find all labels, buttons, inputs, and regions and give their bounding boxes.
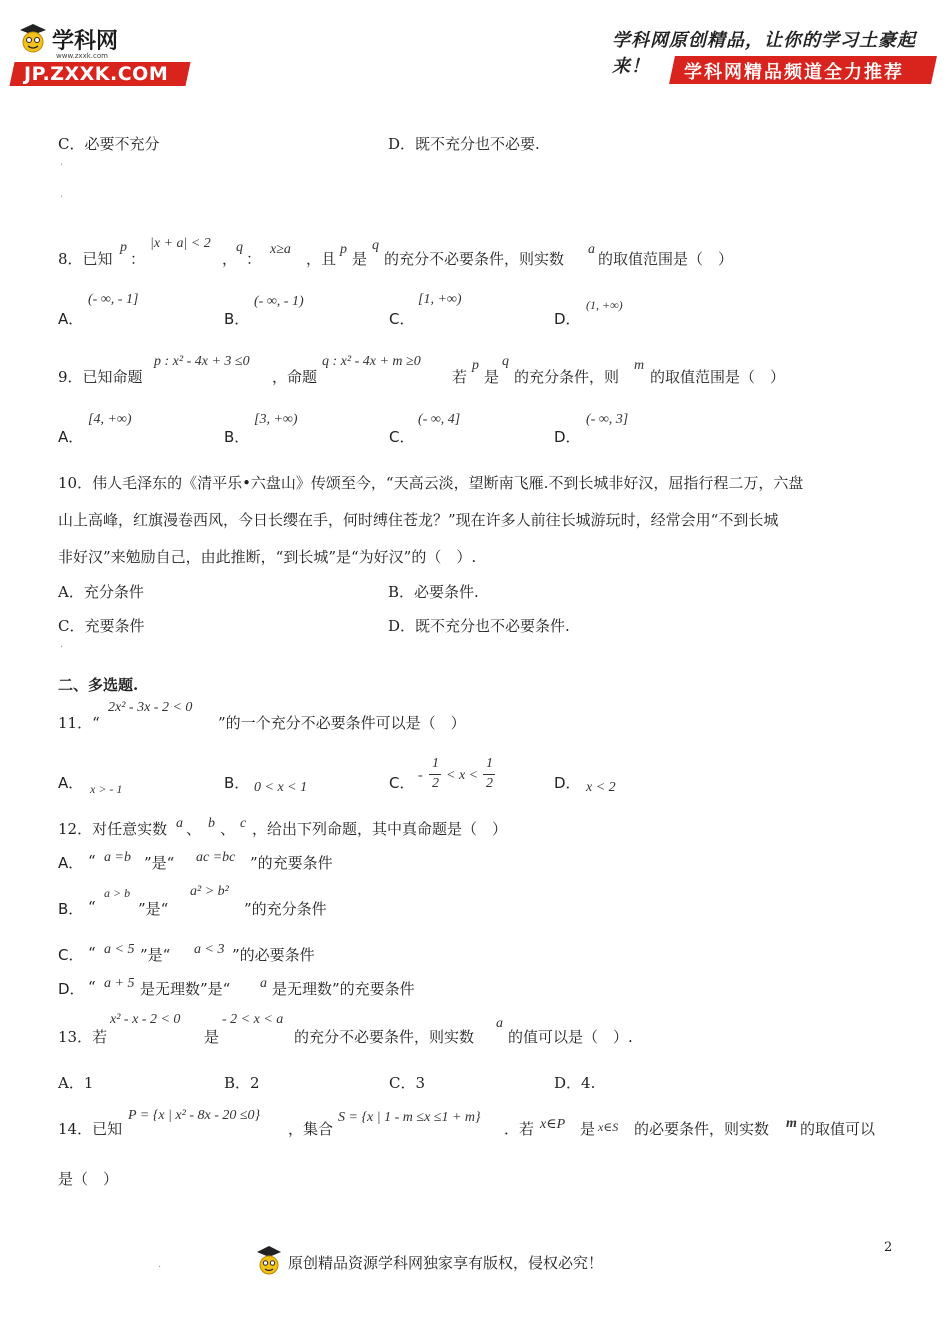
q14-cond-1: x∈P: [540, 1117, 566, 1132]
q13-option-c[interactable]: C．3: [389, 1074, 426, 1092]
q12-a-expr2: ac =bc: [196, 850, 236, 865]
q13-option-d[interactable]: D．4.: [554, 1074, 596, 1092]
q9-option-c-label[interactable]: C．: [389, 428, 415, 446]
q9-tail: 的充分条件，则: [514, 368, 620, 386]
q9-option-d-value: (- ∞, 3]: [586, 412, 629, 427]
quote-mid: ”是“: [138, 900, 169, 918]
q9-lead: 9．已知命题: [58, 368, 143, 386]
q12-b-expr1: a > b: [104, 886, 131, 900]
q8-option-b-label[interactable]: B．: [224, 310, 250, 328]
q11-option-c-label[interactable]: C．: [389, 774, 415, 792]
q9-cond-p: p : x² - 4x + 3 ≤0: [154, 354, 250, 369]
paragraph-mark: ·: [60, 642, 64, 653]
q8-mid: ，且: [306, 250, 337, 268]
q11-option-b-value: 0 < x < 1: [254, 780, 308, 795]
quote-close: 是无理数”的充要条件: [272, 980, 415, 998]
c-minus: -: [418, 768, 423, 783]
q10-option-a[interactable]: A．充分条件: [58, 583, 144, 601]
q9-tail2: 的取值范围是（ ）: [650, 368, 786, 386]
q8-q: q: [236, 240, 243, 255]
q8-a: a: [588, 242, 595, 257]
q13-a: a: [496, 1016, 503, 1031]
q9-option-c-value: (- ∞, 4]: [418, 412, 461, 427]
q8-p: p: [120, 240, 127, 255]
q8-colon2: ：: [246, 250, 262, 268]
quote-open: “: [88, 944, 96, 962]
footer-copyright: 原创精品资源学科网独家享有版权，侵权必究！: [288, 1254, 604, 1272]
paragraph-mark: ·: [158, 1262, 162, 1273]
q14-mid: ，集合: [288, 1120, 334, 1138]
q12-tail: ，给出下列命题，其中真命题是（ ）: [252, 820, 508, 838]
prev-option-c: C．必要不充分: [58, 135, 160, 153]
q8-is: 是: [352, 250, 368, 268]
quote-close: ”的必要条件: [232, 946, 315, 964]
q8-option-c-value: [1, +∞): [418, 292, 462, 307]
q12-d-expr1: a + 5: [104, 976, 135, 991]
q12-option-d-label[interactable]: D．: [58, 980, 85, 998]
q14-set-s: S = {x | 1 - m ≤x ≤1 + m}: [338, 1110, 481, 1125]
quote-close: ”的充要条件: [250, 854, 333, 872]
q9-p: p: [472, 358, 479, 373]
q9-q: q: [502, 354, 509, 369]
q9-option-b-label[interactable]: B．: [224, 428, 250, 446]
q12-b-expr2: a² > b²: [190, 884, 229, 899]
q8-lead: 8．已知: [58, 250, 113, 268]
q12-d-expr2: a: [260, 976, 267, 991]
q13-option-a[interactable]: A．1: [58, 1074, 94, 1092]
q8-option-b-value: (- ∞, - 1): [254, 294, 304, 309]
q8-cond-q: x≥a: [270, 242, 291, 257]
q12-c-expr1: a < 5: [104, 942, 135, 957]
q8-option-d-value: (1, +∞): [586, 298, 623, 312]
quote-open: “: [88, 898, 96, 916]
q12-lead: 12．对任意实数: [58, 820, 168, 838]
logo-url-small: www.zxxk.com: [56, 52, 108, 60]
q14-tail2: 的取值可以: [800, 1120, 876, 1138]
quote-mid: ”是“: [140, 946, 171, 964]
q10-option-b[interactable]: B．必要条件.: [388, 583, 479, 601]
q9-option-d-label[interactable]: D．: [554, 428, 581, 446]
q11-option-d-label[interactable]: D．: [554, 774, 581, 792]
q12-sep2: 、: [220, 820, 236, 838]
q13-tail2: 的值可以是（ ）.: [508, 1028, 633, 1046]
q8-option-a-value: (- ∞, - 1]: [88, 292, 139, 307]
page-number: 2: [884, 1240, 893, 1255]
q14-tail: 的必要条件，则实数: [634, 1120, 770, 1138]
quote-open: “: [88, 852, 96, 870]
prev-option-d: D．既不充分也不必要.: [388, 135, 540, 153]
q10-line-2: 山上高峰，红旗漫卷西风，今日长缨在手，何时缚住苍龙？”现在许多人前往长城游玩时，经常会用“不到长城: [58, 511, 779, 529]
q13-is: 是: [204, 1028, 220, 1046]
q13-expr1: x² - x - 2 < 0: [110, 1012, 181, 1027]
q9-cond-q: q : x² - 4x + m ≥0: [322, 354, 421, 369]
header-banner: 学科网精品频道全力推荐: [684, 62, 904, 83]
q9-ruo: 若: [452, 368, 468, 386]
q13-option-b[interactable]: B．2: [224, 1074, 260, 1092]
header-slogan: 学科网原创精品，让你的学习土豪起来！: [612, 30, 916, 77]
q10-line-3: 非好汉”来勉励自己，由此推断，“到长城”是“为好汉”的（ ）.: [58, 548, 477, 566]
paragraph-mark: ·: [60, 160, 64, 171]
q12-c: c: [240, 816, 247, 831]
q10-option-d[interactable]: D．既不充分也不必要条件.: [388, 617, 570, 635]
q13-tail: 的充分不必要条件，则实数: [294, 1028, 475, 1046]
q11-option-b-label[interactable]: B．: [224, 774, 250, 792]
q11-option-a-label[interactable]: A．: [58, 774, 84, 792]
q12-sep1: 、: [186, 820, 202, 838]
q8-option-c-label[interactable]: C．: [389, 310, 415, 328]
q13-expr2: - 2 < x < a: [222, 1012, 284, 1027]
q12-option-a-label[interactable]: A．: [58, 854, 84, 872]
q8-p2: p: [340, 242, 347, 257]
q12-option-c-label[interactable]: C．: [58, 946, 84, 964]
q8-q2: q: [372, 238, 379, 253]
q12-a: a: [176, 816, 183, 831]
q11-expr: 2x² - 3x - 2 < 0: [108, 700, 193, 715]
q10-line-1: 10．伟人毛泽东的《清平乐•六盘山》传颂至今，“天高云淡，望断南飞雁.不到长城非好汉，屈指行程二万，六盘: [58, 474, 804, 492]
logo-text: 学科网: [52, 29, 119, 54]
section-heading-multiple-choice: 二、多选题.: [58, 676, 139, 694]
logo-url: JP.ZXXK.COM: [24, 63, 169, 85]
q14-ruo: ．若: [504, 1120, 535, 1138]
q9-option-a-label[interactable]: A．: [58, 428, 84, 446]
q9-option-a-value: [4, +∞): [88, 412, 132, 427]
mascot-icon: [16, 22, 50, 60]
q14-lead: 14．已知: [58, 1120, 123, 1138]
q11-option-d-value: x < 2: [586, 780, 616, 795]
q14-line-2: 是（ ）: [58, 1170, 119, 1188]
c-frac-den: 2: [432, 776, 439, 791]
mascot-icon: [254, 1244, 284, 1280]
quote-mid: 是无理数”是“: [140, 980, 231, 998]
q10-option-c[interactable]: C．充要条件: [58, 617, 145, 635]
q8-comma: ，: [222, 250, 238, 268]
q12-c-expr2: a < 3: [194, 942, 225, 957]
q14-is: 是: [580, 1120, 596, 1138]
q8-tail: 的充分不必要条件，则实数: [384, 250, 565, 268]
q12-b: b: [208, 816, 215, 831]
q8-cond-p: |x + a| < 2: [150, 236, 211, 251]
c-frac-den-2: 2: [486, 776, 493, 791]
quote-open: “: [88, 978, 96, 996]
paragraph-mark: ·: [60, 192, 64, 203]
q8-colon: ：: [130, 250, 146, 268]
c-frac-num: 1: [432, 756, 439, 771]
quote-mid: ”是“: [144, 854, 175, 872]
q8-option-a-label[interactable]: A．: [58, 310, 84, 328]
c-frac-num-2: 1: [486, 756, 493, 771]
q11-option-a-value: x > - 1: [90, 782, 123, 796]
q14-m: m: [786, 1116, 797, 1131]
q9-option-b-value: [3, +∞): [254, 412, 298, 427]
q9-m: m: [634, 358, 645, 373]
site-logo[interactable]: [12, 22, 192, 88]
q14-cond-2: x∈S: [598, 1120, 619, 1134]
q8-option-d-label[interactable]: D．: [554, 310, 581, 328]
c-mid: < x <: [446, 768, 479, 783]
quote-close: ”的充分条件: [244, 900, 327, 918]
q9-is: 是: [484, 368, 500, 386]
q13-lead: 13．若: [58, 1028, 108, 1046]
q8-tail2: 的取值范围是（ ）: [598, 250, 734, 268]
q14-set-p: P = {x | x² - 8x - 20 ≤0}: [128, 1108, 261, 1123]
q12-a-expr1: a =b: [104, 850, 131, 865]
q12-option-b-label[interactable]: B．: [58, 900, 84, 918]
q11-lead: 11．“: [58, 714, 100, 732]
q9-mid: ，命题: [272, 368, 318, 386]
q11-tail: ”的一个充分不必要条件可以是（ ）: [218, 714, 466, 732]
